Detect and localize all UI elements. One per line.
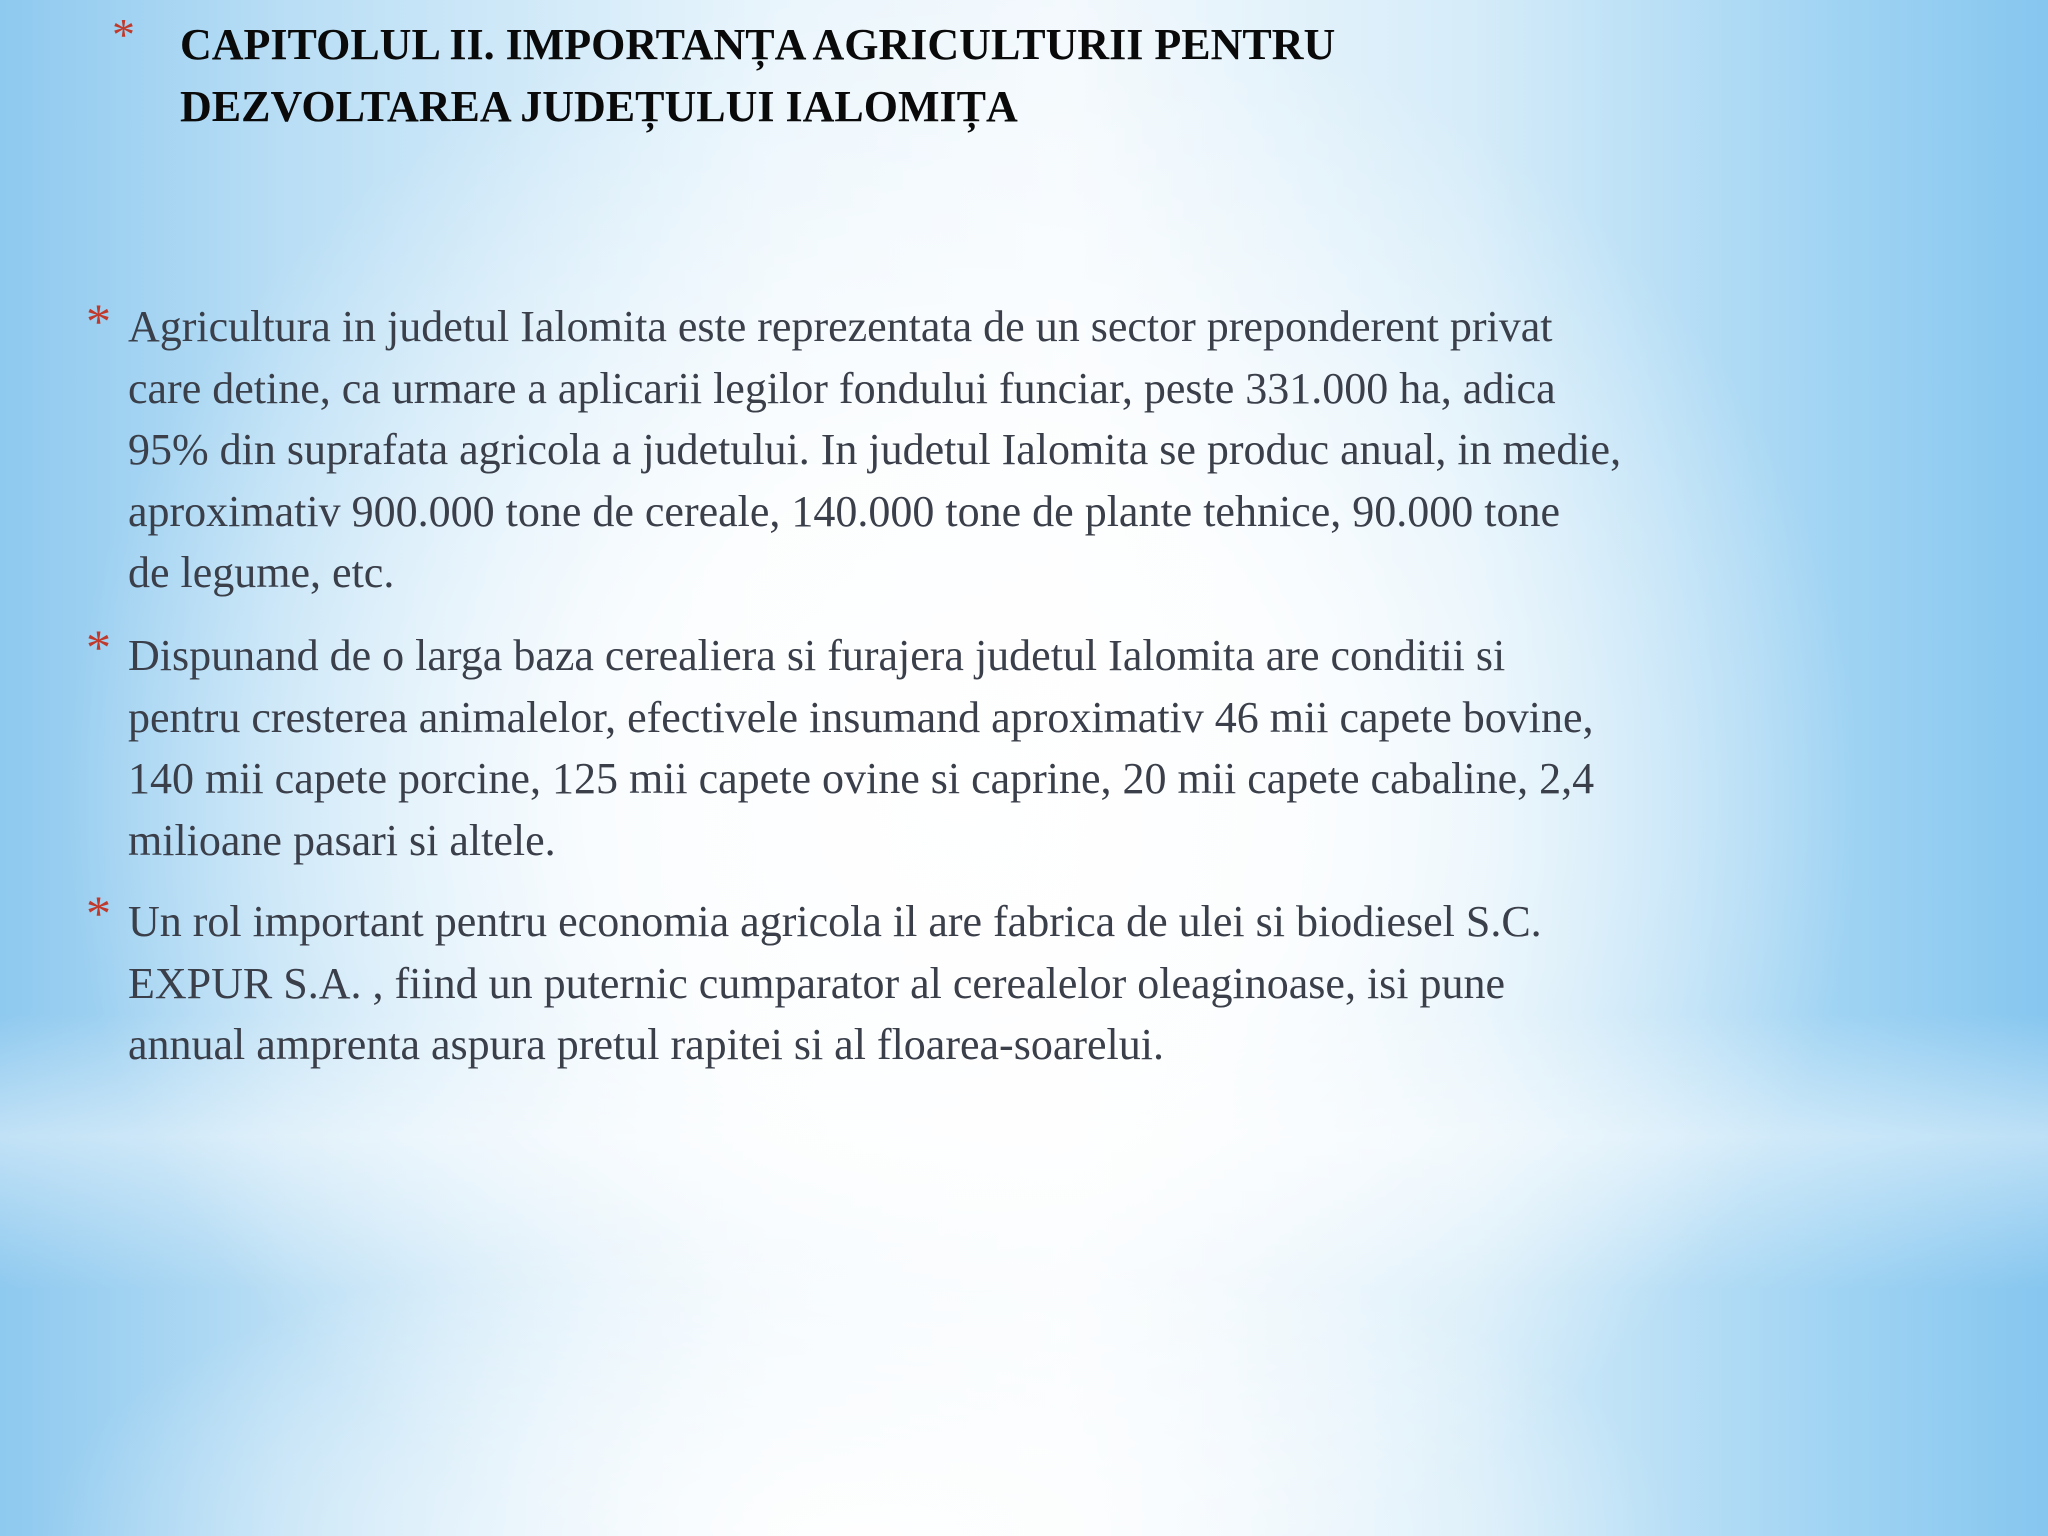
bullet-icon: * — [86, 885, 111, 941]
paragraph-agriculture-sector: Agricultura in judetul Ialomita este reprezentata de un sector preponderent privat care detine, ca urmare a aplicarii legilor fondului funciar, peste 331.000 ha, adica 95% din suprafata agricola a judetului. In judetul Ialomita se produc anual, in medie, aproximativ 900.000 tone de cereale, 140.000 tone de plante tehnice, 90.000 tone de legume, etc. — [128, 302, 1622, 597]
paragraph-expur-factory: Un rol important pentru economia agricola il are fabrica de ulei si biodiesel S.C. EXPUR S.A. , fiind un puternic cumparator al cerealelor oleaginoase, isi pune annual amprenta aspura pretul rapitei si al floarea-soarelui. — [128, 897, 1542, 1069]
paragraph-livestock: Dispunand de o larga baza cerealiera si furajera judetul Ialomita are conditii si pentru cresterea animalelor, efectivele insumand aproximativ 46 mii capete bovine, 140 mii capete porcine, 125 mii capete ovine si caprine, 20 mii capete cabaline, 2,4 milioane pasari si altele. — [128, 631, 1595, 865]
bullet-icon: * — [86, 619, 111, 675]
slide-title: CAPITOLUL II. IMPORTANȚA AGRICULTURII PENTRU DEZVOLTAREA JUDEȚULUI IALOMIȚA — [180, 20, 1336, 131]
title-bullet-icon: * — [112, 9, 135, 60]
bullet-icon: * — [86, 293, 111, 349]
